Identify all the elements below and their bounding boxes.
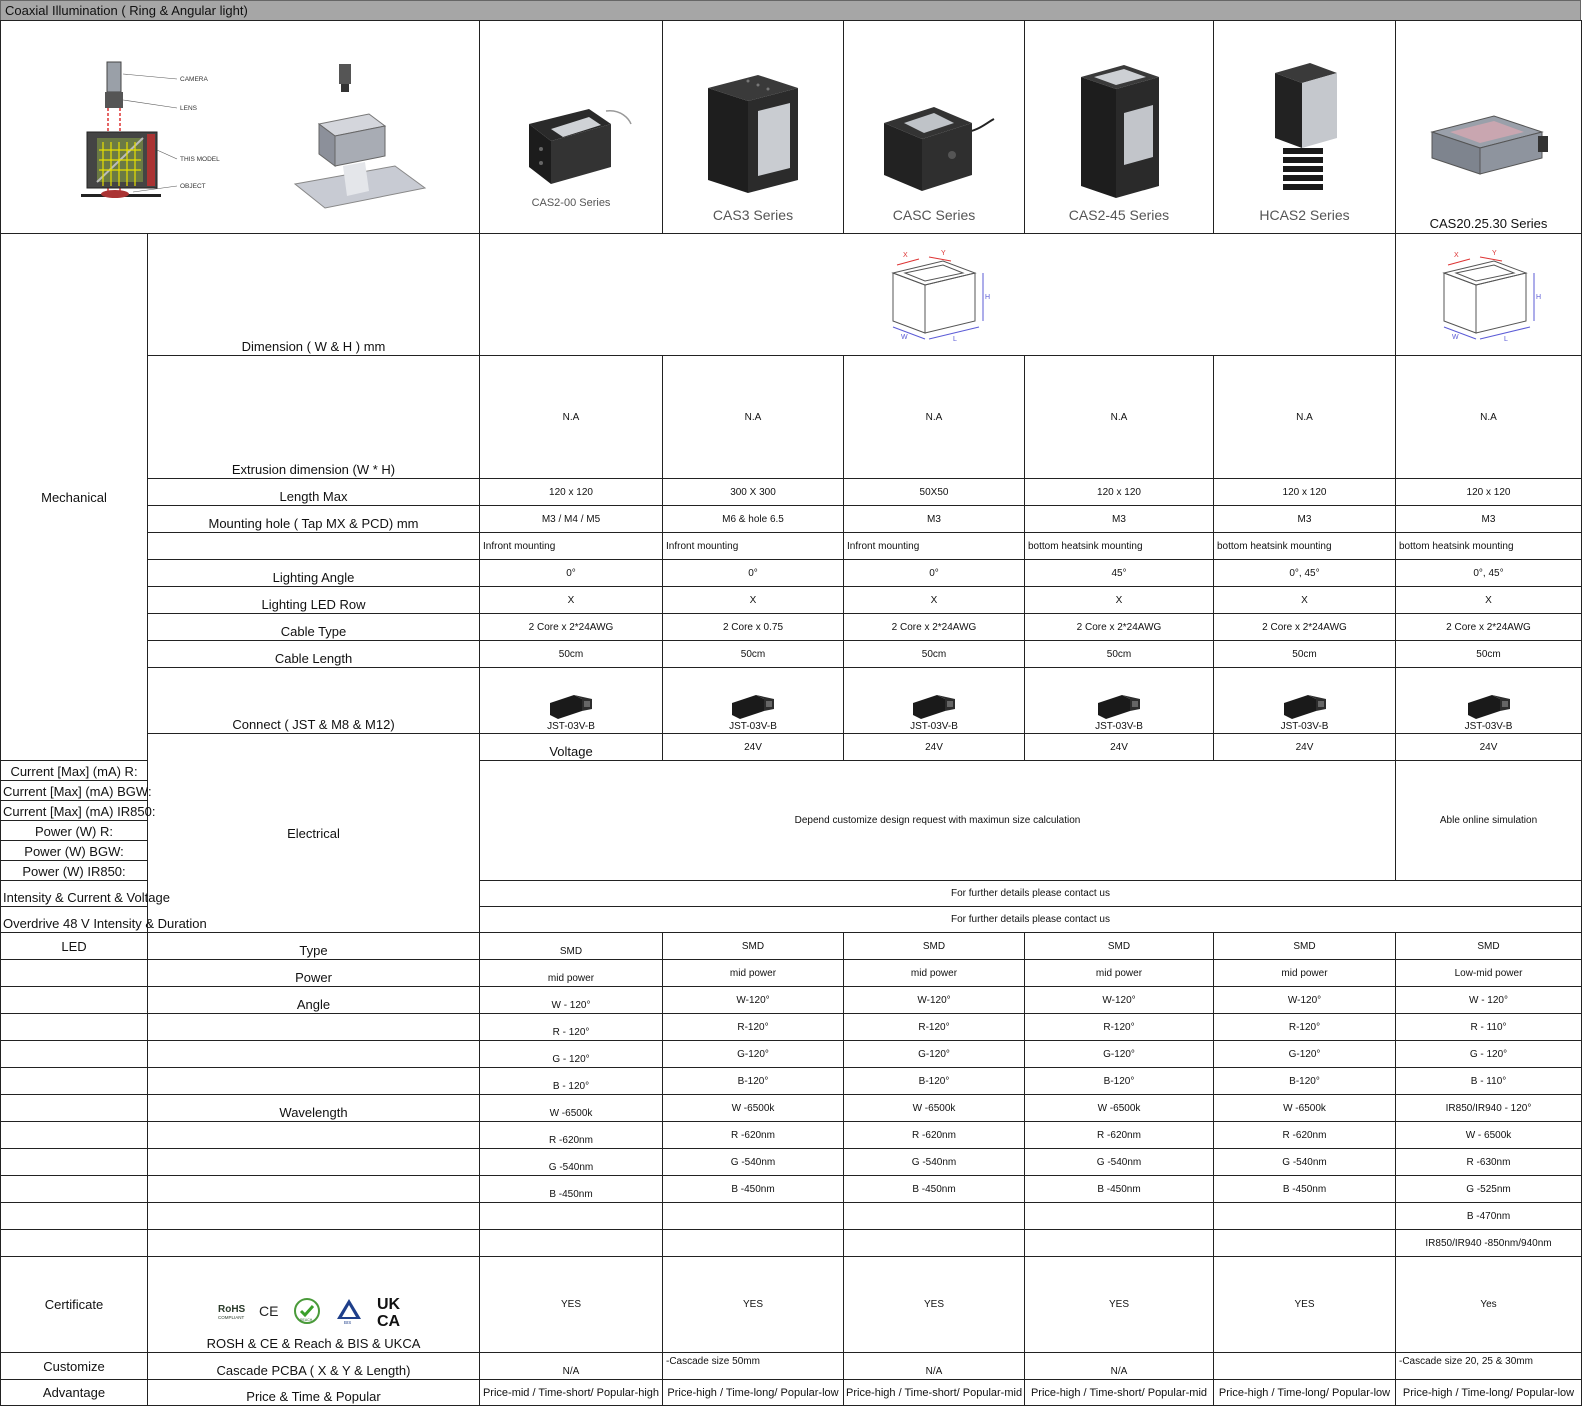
cell: R-120° xyxy=(663,1014,844,1041)
cell: B-120° xyxy=(663,1068,844,1095)
cell: 50cm xyxy=(1214,641,1396,668)
connector-icon xyxy=(1464,689,1514,721)
cell: N.A xyxy=(1214,356,1396,479)
cell: SMD xyxy=(844,933,1025,960)
cell: N/A xyxy=(844,1353,1025,1380)
row-wave-1 xyxy=(1,1095,1582,1122)
cell: 0°, 45° xyxy=(1396,560,1582,587)
object-label: OBJECT xyxy=(180,182,206,190)
empty-cell xyxy=(1,1014,148,1041)
cell: 0° xyxy=(480,560,663,587)
series-name-cas2-45: CAS2-45 Series xyxy=(1068,207,1170,223)
cell: R-120° xyxy=(844,1014,1025,1041)
cell: W-120° xyxy=(1025,987,1214,1014)
cell: M6 & hole 6.5 xyxy=(663,506,844,533)
label-led-row: Lighting LED Row xyxy=(148,587,480,614)
dim-l-label: L xyxy=(952,336,957,343)
cell: M3 xyxy=(1025,506,1214,533)
cell: G -525nm xyxy=(1396,1176,1582,1203)
cell: SMD xyxy=(1396,933,1582,960)
cell: B -450nm xyxy=(480,1176,663,1203)
product-cell-cas20-25-30 xyxy=(1396,21,1582,234)
cell: 0° xyxy=(663,560,844,587)
cell: Infront mounting xyxy=(480,533,663,560)
header-images-row xyxy=(1,21,1582,234)
cell: R -620nm xyxy=(1025,1122,1214,1149)
label-current-bgw: Current [Max] (mA) BGW: xyxy=(1,781,148,801)
cell xyxy=(480,1203,663,1230)
cell: YES xyxy=(663,1257,844,1353)
3d-setup-render xyxy=(295,64,425,208)
cell: X xyxy=(480,587,663,614)
cell: R -620nm xyxy=(844,1122,1025,1149)
cell: X xyxy=(844,587,1025,614)
cell xyxy=(1214,1230,1396,1257)
cell: B-120° xyxy=(1214,1068,1396,1095)
connector-icon xyxy=(728,689,778,721)
cell xyxy=(1025,1230,1214,1257)
row-wave-4 xyxy=(1,1176,1582,1203)
empty-cell xyxy=(148,1122,480,1149)
cas2-00-product-image xyxy=(511,79,631,189)
cell: 24V xyxy=(1025,734,1214,761)
cell: R -620nm xyxy=(1214,1122,1396,1149)
category-certificate: Certificate xyxy=(1,1257,148,1353)
cell: X xyxy=(1396,587,1582,614)
ukca-icon xyxy=(377,1294,411,1328)
cell: W-120° xyxy=(844,987,1025,1014)
coaxial-diagram xyxy=(5,26,475,226)
connector-icon xyxy=(546,689,596,721)
cell: SMD xyxy=(1025,933,1214,960)
cell: R - 110° xyxy=(1396,1014,1582,1041)
dim-w-label: W xyxy=(900,334,908,341)
empty-cell xyxy=(148,1176,480,1203)
cell xyxy=(480,1230,663,1257)
empty-cell xyxy=(148,1014,480,1041)
cell: 120 x 120 xyxy=(1396,479,1582,506)
label-dimension: Dimension ( W & H ) mm xyxy=(148,234,480,356)
row-mounting-type xyxy=(1,533,1582,560)
dim-h-label: H xyxy=(984,294,990,301)
sheet-title: Coaxial Illumination ( Ring & Angular light) xyxy=(0,0,1581,21)
series-name-cas3: CAS3 Series xyxy=(712,207,794,223)
cell: 120 x 120 xyxy=(480,479,663,506)
cell: -Cascade size 50mm xyxy=(663,1353,844,1380)
dimension-drawing-cell xyxy=(480,234,1396,356)
label-cable-type: Cable Type xyxy=(148,614,480,641)
cell: bottom heatsink mounting xyxy=(1214,533,1396,560)
cell: B-120° xyxy=(844,1068,1025,1095)
row-wave-6 xyxy=(1,1230,1582,1257)
cell: X xyxy=(1025,587,1214,614)
label-angle: Angle xyxy=(148,987,480,1014)
cell: SMD xyxy=(663,933,844,960)
camera-label: CAMERA xyxy=(180,75,208,83)
cell: SMD xyxy=(1214,933,1396,960)
cell: G-120° xyxy=(844,1041,1025,1068)
cell: 0° xyxy=(844,560,1025,587)
label-current-r: Current [Max] (mA) R: xyxy=(1,761,148,781)
product-cell-hcas2 xyxy=(1214,21,1396,234)
cell: M3 / M4 / M5 xyxy=(480,506,663,533)
label-mounting-hole: Mounting hole ( Tap MX & PCD) mm xyxy=(148,506,480,533)
empty-cell xyxy=(1,1041,148,1068)
cell: 2 Core x 2*24AWG xyxy=(1396,614,1582,641)
cell: SMD xyxy=(480,933,663,960)
cell: W - 120° xyxy=(1396,987,1582,1014)
cell: G -540nm xyxy=(844,1149,1025,1176)
cell: G-120° xyxy=(1025,1041,1214,1068)
series-name-casc: CASC Series xyxy=(892,207,976,223)
label-extrusion: Extrusion dimension (W * H) xyxy=(148,356,480,479)
empty-cell xyxy=(1,1095,148,1122)
connector-cell xyxy=(1025,668,1214,734)
empty-cell xyxy=(148,1149,480,1176)
row-cable-type xyxy=(1,614,1582,641)
empty-cell xyxy=(1,987,148,1014)
connector-cell xyxy=(663,668,844,734)
product-cell-cas2-45 xyxy=(1025,21,1214,234)
casc-product-image xyxy=(874,83,994,203)
cell: W -6500k xyxy=(1025,1095,1214,1122)
contact-cell-2: For further details please contact us xyxy=(480,907,1582,933)
cert-icons xyxy=(150,1294,477,1328)
label-connect: Connect ( JST & M8 & M12) xyxy=(148,668,480,734)
cell: W-120° xyxy=(1214,987,1396,1014)
row-lighting-angle xyxy=(1,560,1582,587)
connector-label: JST-03V-B xyxy=(729,721,777,732)
row-angle-4 xyxy=(1,1068,1582,1095)
cas20-25-30-product-image xyxy=(1424,92,1554,202)
cell: N/A xyxy=(1025,1353,1214,1380)
label-length-max: Length Max xyxy=(148,479,480,506)
row-mounting-hole xyxy=(1,506,1582,533)
cell: M3 xyxy=(1214,506,1396,533)
cell: G -540nm xyxy=(663,1149,844,1176)
cert-label-cell xyxy=(148,1257,480,1353)
cell: R -620nm xyxy=(663,1122,844,1149)
label-voltage: Voltage xyxy=(480,734,663,761)
cell: B -450nm xyxy=(1214,1176,1396,1203)
connector-label: JST-03V-B xyxy=(1280,721,1329,732)
label-power-r: Power (W) R: xyxy=(1,821,148,841)
cell: Price-high / Time-short/ Popular-mid xyxy=(844,1380,1025,1406)
cell: Price-high / Time-long/ Popular-low xyxy=(1214,1380,1396,1406)
label-lighting-angle: Lighting Angle xyxy=(148,560,480,587)
empty-cell xyxy=(1,1203,148,1230)
cell: 50X50 xyxy=(844,479,1025,506)
cell: G-120° xyxy=(663,1041,844,1068)
reach-text: REACH xyxy=(299,1318,312,1322)
cell xyxy=(663,1230,844,1257)
cas3-product-image xyxy=(698,63,808,203)
cell: B - 120° xyxy=(480,1068,663,1095)
rohs-sub-text: COMPLIANT xyxy=(217,1315,244,1320)
rohs-text: RoHS xyxy=(217,1304,245,1315)
cell: N.A xyxy=(663,356,844,479)
cell: Infront mounting xyxy=(663,533,844,560)
row-certificate xyxy=(1,1257,1582,1353)
cell: N.A xyxy=(844,356,1025,479)
cell: YES xyxy=(480,1257,663,1353)
this-model-label: THIS MODEL xyxy=(180,155,220,163)
cell: mid power xyxy=(1025,960,1214,987)
cell: Low-mid power xyxy=(1396,960,1582,987)
category-led: LED xyxy=(1,933,148,960)
cell: W-120° xyxy=(663,987,844,1014)
cell: IR850/IR940 - 120° xyxy=(1396,1095,1582,1122)
rohs-icon xyxy=(217,1300,243,1322)
empty-cell xyxy=(1,960,148,987)
hcas2-product-image xyxy=(1255,53,1355,203)
cell: 0°, 45° xyxy=(1214,560,1396,587)
label-intensity: Intensity & Current & Voltage xyxy=(1,881,148,907)
row-led-power xyxy=(1,960,1582,987)
cell: Price-high / Time-short/ Popular-mid xyxy=(1025,1380,1214,1406)
cell: M3 xyxy=(1396,506,1582,533)
cell: 24V xyxy=(663,734,844,761)
connector-icon xyxy=(1094,689,1144,721)
lens-label: LENS xyxy=(180,104,197,112)
cell: G - 120° xyxy=(1396,1041,1582,1068)
empty-cell xyxy=(1,1149,148,1176)
cell: G-120° xyxy=(1214,1041,1396,1068)
ce-text: CE xyxy=(258,1303,278,1319)
cell: Price-high / Time-long/ Popular-low xyxy=(1396,1380,1582,1406)
row-angle-2 xyxy=(1,1014,1582,1041)
series-name-hcas2: HCAS2 Series xyxy=(1259,207,1350,223)
cell: 50cm xyxy=(844,641,1025,668)
dim-y-label: Y xyxy=(940,250,946,257)
cell xyxy=(663,1203,844,1230)
cell: M3 xyxy=(844,506,1025,533)
connector-cell xyxy=(480,668,663,734)
label-power-bgw: Power (W) BGW: xyxy=(1,841,148,861)
row-length-max xyxy=(1,479,1582,506)
cell xyxy=(1214,1353,1396,1380)
cell: bottom heatsink mounting xyxy=(1025,533,1214,560)
dim-h-label-last: H xyxy=(1535,294,1541,301)
cell: W -6500k xyxy=(1214,1095,1396,1122)
cell: 120 x 120 xyxy=(1025,479,1214,506)
current-note-cell: Depend customize design request with maximun size calculation xyxy=(480,761,1396,881)
cell: 24V xyxy=(844,734,1025,761)
ukca-text-2: CA xyxy=(376,1313,400,1330)
dimension-drawing xyxy=(883,243,993,343)
empty-cell xyxy=(148,1203,480,1230)
row-cable-length xyxy=(1,641,1582,668)
cell: N.A xyxy=(480,356,663,479)
dim-l-label-last: L xyxy=(1503,336,1508,343)
cell: R -620nm xyxy=(480,1122,663,1149)
cell: 50cm xyxy=(480,641,663,668)
cell xyxy=(844,1203,1025,1230)
category-customize: Customize xyxy=(1,1353,148,1380)
row-voltage xyxy=(1,734,1582,761)
cell: 24V xyxy=(1396,734,1582,761)
contact-cell: For further details please contact us xyxy=(480,881,1582,907)
cell: B-120° xyxy=(1025,1068,1214,1095)
cell: G -540nm xyxy=(480,1149,663,1176)
product-cell-cas3 xyxy=(663,21,844,234)
category-electrical: Electrical xyxy=(148,734,480,933)
empty-cell xyxy=(1,1230,148,1257)
cell: Price-mid / Time-short/ Popular-high xyxy=(480,1380,663,1406)
dim-w-label-last: W xyxy=(1451,334,1459,341)
product-cell-casc xyxy=(844,21,1025,234)
label-overdrive: Overdrive 48 V Intensity & Duration xyxy=(1,907,148,933)
cell: 2 Core x 2*24AWG xyxy=(480,614,663,641)
current-note-last-cell: Able online simulation xyxy=(1396,761,1582,881)
row-wave-3 xyxy=(1,1149,1582,1176)
empty-cell xyxy=(1,1176,148,1203)
connector-icon xyxy=(1280,689,1330,721)
cell: YES xyxy=(1214,1257,1396,1353)
dimension-drawing-last xyxy=(1434,243,1544,343)
cell: IR850/IR940 -850nm/940nm xyxy=(1396,1230,1582,1257)
label-cert: ROSH & CE & Reach & BIS & UKCA xyxy=(206,1336,421,1351)
ce-icon xyxy=(257,1300,279,1322)
cell: N.A xyxy=(1396,356,1582,479)
cell: Infront mounting xyxy=(844,533,1025,560)
row-wave-2 xyxy=(1,1122,1582,1149)
ukca-text-1: UK xyxy=(376,1296,400,1313)
cell: 120 x 120 xyxy=(1214,479,1396,506)
cell: 24V xyxy=(1214,734,1396,761)
cell: B - 110° xyxy=(1396,1068,1582,1095)
cell: 300 X 300 xyxy=(663,479,844,506)
cell: W -6500k xyxy=(663,1095,844,1122)
connector-label: JST-03V-B xyxy=(910,721,958,732)
cell: X xyxy=(663,587,844,614)
cell: W -6500k xyxy=(844,1095,1025,1122)
coaxial-diagram-cell xyxy=(1,21,480,234)
cell: 2 Core x 2*24AWG xyxy=(1214,614,1396,641)
product-cell-cas2-00 xyxy=(480,21,663,234)
label-wavelength: Wavelength xyxy=(148,1095,480,1122)
cell: W - 120° xyxy=(480,987,663,1014)
empty-cell xyxy=(1,1122,148,1149)
empty-cell xyxy=(148,1041,480,1068)
empty-cell xyxy=(148,1230,480,1257)
cell xyxy=(844,1230,1025,1257)
cell: N.A xyxy=(1025,356,1214,479)
empty-cell xyxy=(1,1068,148,1095)
row-advantage xyxy=(1,1380,1582,1406)
setup-diagram xyxy=(81,62,220,198)
cell xyxy=(1025,1203,1214,1230)
cell: 50cm xyxy=(1025,641,1214,668)
label-mounting-type-empty xyxy=(148,533,480,560)
cell: B -450nm xyxy=(1025,1176,1214,1203)
cell: R -630nm xyxy=(1396,1149,1582,1176)
connector-label: JST-03V-B xyxy=(1095,721,1143,732)
cell: R - 120° xyxy=(480,1014,663,1041)
cell: -Cascade size 20, 25 & 30mm xyxy=(1396,1353,1582,1380)
empty-cell xyxy=(148,1068,480,1095)
cell: W -6500k xyxy=(480,1095,663,1122)
row-angle-1 xyxy=(1,987,1582,1014)
dimension-drawing-cell-last xyxy=(1396,234,1582,356)
connector-label: JST-03V-B xyxy=(1464,721,1513,732)
category-advantage: Advantage xyxy=(1,1380,148,1406)
cell: Yes xyxy=(1396,1257,1582,1353)
cell: mid power xyxy=(480,960,663,987)
cas2-45-product-image xyxy=(1069,53,1169,203)
bis-text: BIS xyxy=(343,1320,351,1325)
connector-icon xyxy=(909,689,959,721)
cell: R-120° xyxy=(1025,1014,1214,1041)
cell: B -450nm xyxy=(663,1176,844,1203)
cell: R-120° xyxy=(1214,1014,1396,1041)
row-extrusion xyxy=(1,356,1582,479)
cell: B -450nm xyxy=(844,1176,1025,1203)
cell: mid power xyxy=(663,960,844,987)
category-mechanical: Mechanical xyxy=(1,234,148,761)
reach-icon xyxy=(293,1297,321,1325)
cell: 2 Core x 2*24AWG xyxy=(844,614,1025,641)
cell: G - 120° xyxy=(480,1041,663,1068)
cell: mid power xyxy=(844,960,1025,987)
bis-icon xyxy=(335,1297,363,1325)
dim-y-label-last: Y xyxy=(1491,250,1497,257)
row-wave-5 xyxy=(1,1203,1582,1230)
cell: bottom heatsink mounting xyxy=(1396,533,1582,560)
cell xyxy=(1214,1203,1396,1230)
cell: 2 Core x 2*24AWG xyxy=(1025,614,1214,641)
connector-cell xyxy=(1214,668,1396,734)
connector-cell xyxy=(1396,668,1582,734)
dim-x-label: X xyxy=(902,252,908,259)
spec-table xyxy=(0,20,1582,1406)
cell: 50cm xyxy=(663,641,844,668)
connector-cell xyxy=(844,668,1025,734)
cell: 50cm xyxy=(1396,641,1582,668)
cell: YES xyxy=(1025,1257,1214,1353)
label-type: Type xyxy=(148,933,480,960)
cell: G -540nm xyxy=(1214,1149,1396,1176)
connector-label: JST-03V-B xyxy=(547,721,595,732)
cell: 2 Core x 0.75 xyxy=(663,614,844,641)
series-name-cas2-00: CAS2-00 Series xyxy=(531,197,611,209)
cell: W - 6500k xyxy=(1396,1122,1582,1149)
label-price: Price & Time & Popular xyxy=(148,1380,480,1406)
label-cable-length: Cable Length xyxy=(148,641,480,668)
cell: B -470nm xyxy=(1396,1203,1582,1230)
cell: N/A xyxy=(480,1353,663,1380)
cell: mid power xyxy=(1214,960,1396,987)
cell: G -540nm xyxy=(1025,1149,1214,1176)
row-led-row xyxy=(1,587,1582,614)
cell: X xyxy=(1214,587,1396,614)
row-connector xyxy=(1,668,1582,734)
cell: Price-high / Time-long/ Popular-low xyxy=(663,1380,844,1406)
dim-x-label-last: X xyxy=(1453,252,1459,259)
series-name-cas20-25-30: CAS20.25.30 Series xyxy=(1429,216,1548,231)
label-power-ir: Power (W) IR850: xyxy=(1,861,148,881)
row-angle-3 xyxy=(1,1041,1582,1068)
cell: YES xyxy=(844,1257,1025,1353)
row-dimension xyxy=(1,234,1582,356)
cell: 45° xyxy=(1025,560,1214,587)
label-current-ir: Current [Max] (mA) IR850: xyxy=(1,801,148,821)
row-customize xyxy=(1,1353,1582,1380)
label-power: Power xyxy=(148,960,480,987)
label-cascade: Cascade PCBA ( X & Y & Length) xyxy=(148,1353,480,1380)
row-led-type xyxy=(1,933,1582,960)
